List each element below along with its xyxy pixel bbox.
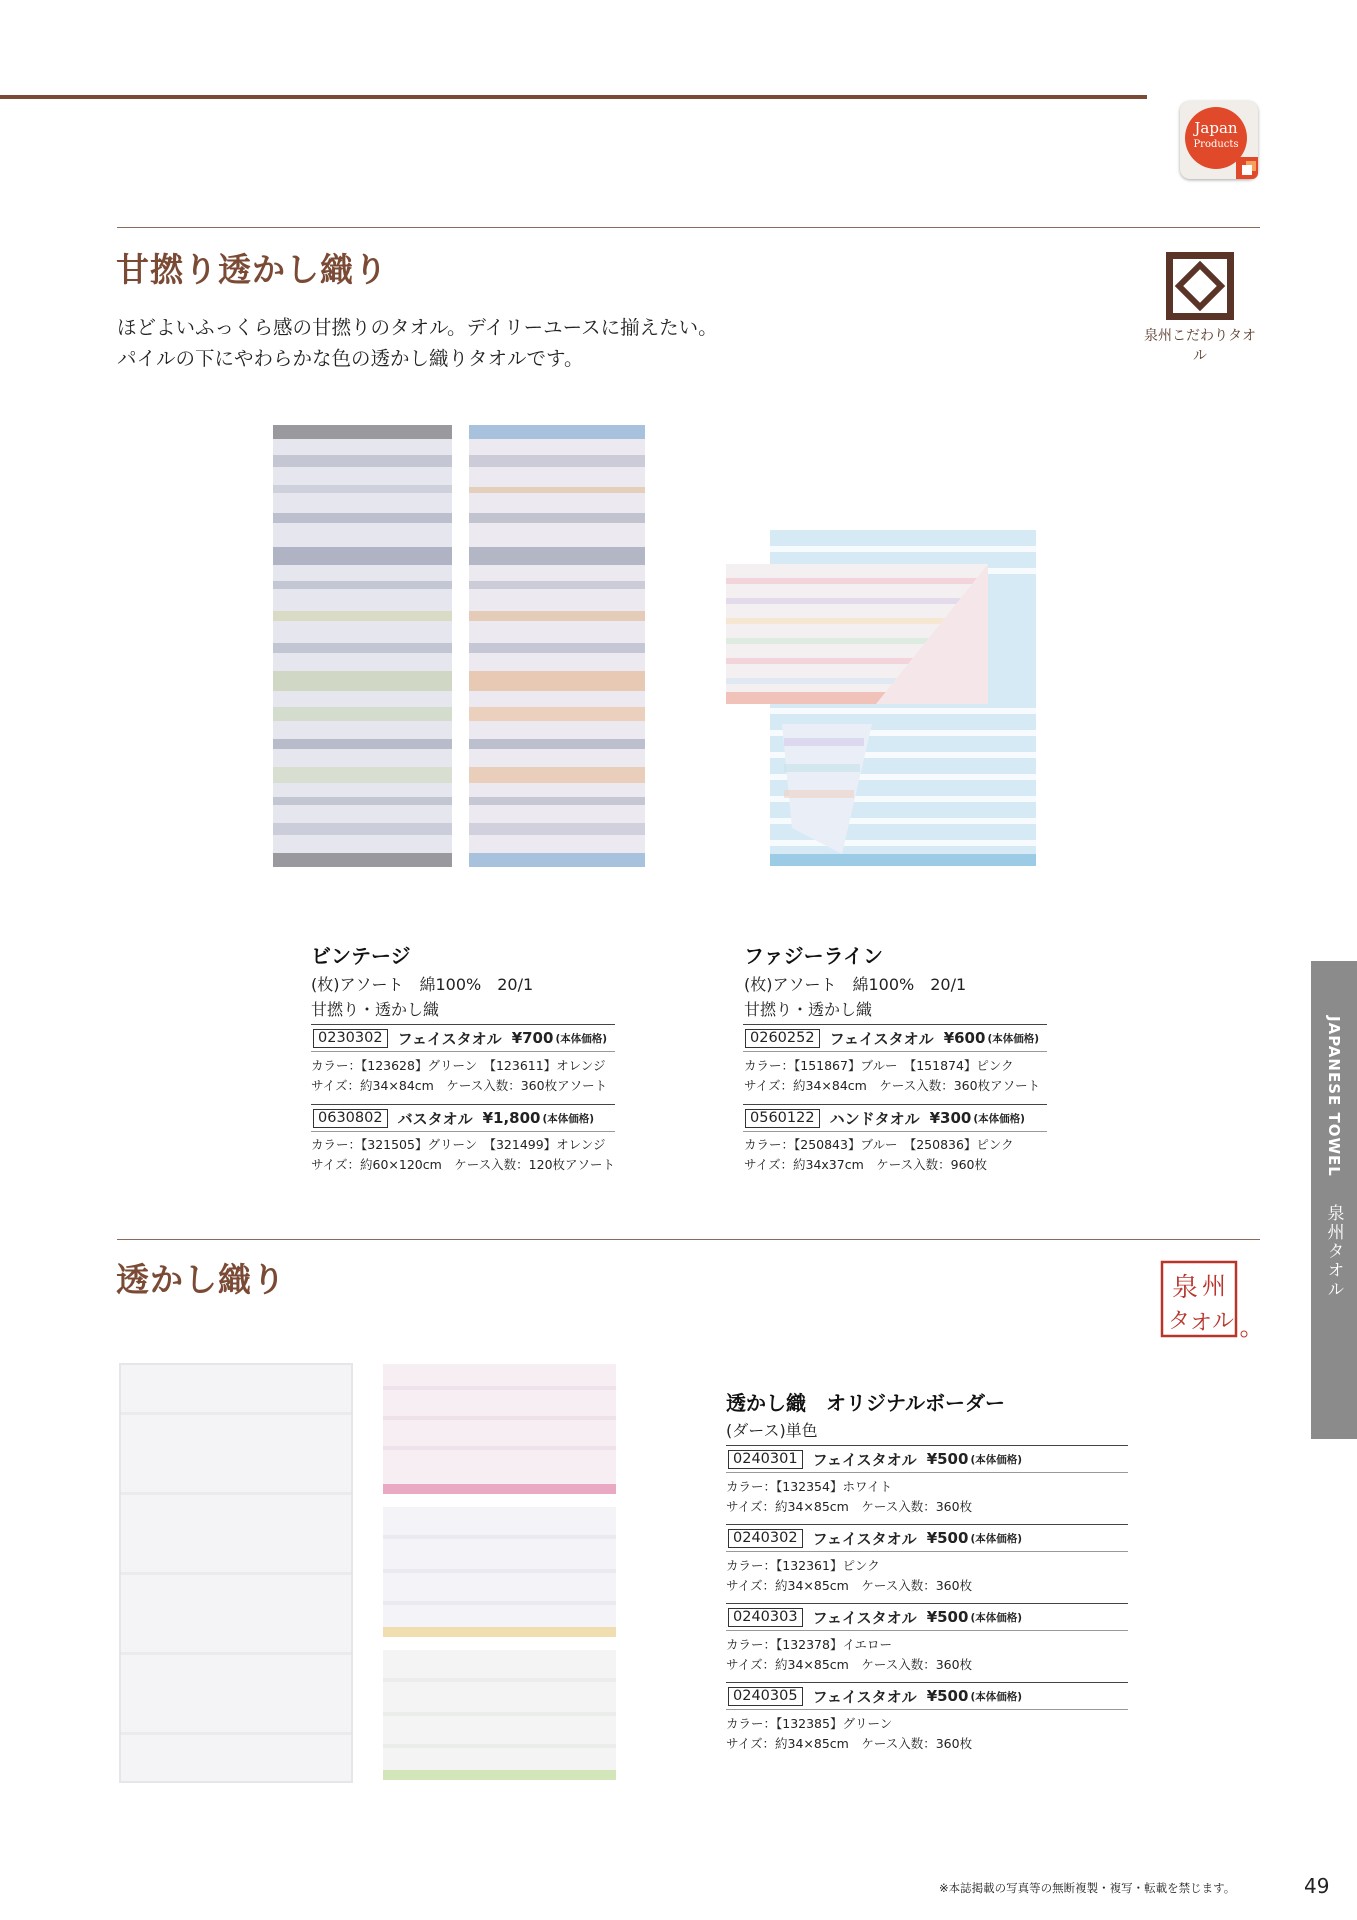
item-color: カラー：【132361】ピンク (726, 1558, 880, 1573)
copyright-note: ※本誌掲載の写真等の無断複製・複写・転載を禁じます。 (939, 1881, 1236, 1895)
border-item-detail (726, 1556, 972, 1596)
senshu-towel-stamp-icon (1160, 1260, 1252, 1342)
border-towel-green-image (381, 1648, 618, 1782)
badge-line2: Products (1193, 139, 1239, 150)
item-size: サイズ：約34×85cm ケース入数：360枚 (726, 1657, 973, 1672)
item-label: ハンドタオル (829, 1109, 920, 1128)
vintage-towel-orange-image (467, 425, 647, 867)
item-label: フェイスタオル (812, 1687, 917, 1706)
svg-text:ル: ル (1212, 1309, 1235, 1334)
item-price: ¥300 (929, 1109, 972, 1127)
svg-text:タ: タ (1168, 1309, 1191, 1334)
svg-text:オ: オ (1190, 1311, 1213, 1336)
fuzzy-line-towel-image (722, 528, 1038, 868)
border-product-name: 透かし織 オリジナルボーダー (726, 1391, 1005, 1415)
item-size: サイズ：約34×85cm ケース入数：360枚 (726, 1578, 973, 1593)
header-rule (0, 95, 1147, 99)
item-size: サイズ：約34x37cm ケース入数：960枚 (744, 1157, 987, 1172)
item-size: サイズ：約34×85cm ケース入数：360枚 (726, 1736, 973, 1751)
item-code: 0240303 (728, 1608, 803, 1627)
item-code: 0260252 (745, 1029, 820, 1048)
item-price: ¥500 (926, 1608, 969, 1626)
item-color: カラー：【151867】ブルー 【151874】ピンク (744, 1058, 1014, 1073)
item-color: カラー：【132378】イエロー (726, 1637, 892, 1652)
item-price-note: (本体価格) (970, 1532, 1023, 1545)
svg-text:泉: 泉 (1172, 1273, 1199, 1303)
section1-rule (117, 227, 1260, 228)
senshu-kodawari-logo (1140, 245, 1260, 364)
item-size: サイズ：約34×84cm ケース入数：360枚アソート (744, 1078, 1041, 1093)
item-label: フェイスタオル (397, 1029, 502, 1048)
item-label: フェイスタオル (812, 1450, 917, 1469)
senshu-kodawari-mark-icon (1165, 251, 1235, 321)
item-color: カラー：【132354】ホワイト (726, 1479, 893, 1494)
item-price: ¥500 (926, 1687, 969, 1705)
item-size: サイズ：約34×85cm ケース入数：360枚 (726, 1499, 973, 1514)
border-item-row (726, 1445, 1128, 1473)
item-code: 0630802 (313, 1109, 388, 1128)
item-price-note: (本体価格) (970, 1611, 1023, 1624)
section2-title: 透かし織り (116, 1260, 286, 1299)
side-tab-english: JAPANESE TOWEL (1325, 1015, 1343, 1177)
item-price: ¥1,800 (482, 1109, 541, 1127)
border-towel-yellow-image (381, 1505, 618, 1639)
japan-products-badge (1172, 93, 1260, 179)
item-price-note: (本体価格) (987, 1032, 1040, 1045)
border-item-row (726, 1524, 1128, 1552)
border-spec-line: (ダース)単色 (726, 1421, 818, 1440)
fuzzy-item-detail (744, 1135, 1014, 1175)
section1-intro (117, 312, 718, 374)
page-number: 49 (1304, 1874, 1330, 1898)
badge-square-icon (1242, 165, 1252, 175)
item-price-note: (本体価格) (970, 1453, 1023, 1466)
badge-line1: Japan (1194, 119, 1238, 137)
item-color: カラー：【321505】グリーン 【321499】オレンジ (311, 1137, 606, 1152)
item-price: ¥700 (511, 1029, 554, 1047)
border-towel-pink-image (381, 1362, 618, 1496)
vintage-spec-line: 甘撚り・透かし織 (311, 1000, 440, 1019)
item-price-note: (本体価格) (973, 1112, 1025, 1125)
item-price: ¥600 (943, 1029, 986, 1047)
border-item-row (726, 1682, 1128, 1710)
svg-text:州: 州 (1202, 1272, 1226, 1300)
item-code: 0240305 (728, 1687, 803, 1706)
senshu-kodawari-text: 泉州こだわりタオル (1144, 328, 1256, 364)
vintage-towel-green-image (270, 425, 455, 867)
border-item-detail (726, 1635, 972, 1675)
item-label: フェイスタオル (812, 1608, 917, 1627)
border-item-detail (726, 1714, 972, 1754)
fuzzy-spec-line: (枚)アソート 綿100% 20/1 (744, 975, 967, 994)
item-price: ¥500 (926, 1450, 969, 1468)
fuzzy-product-name: ファジーライン (744, 944, 883, 968)
side-tab-japanese: 泉州タオル (1323, 1203, 1344, 1299)
intro-line: ほどよいふっくら感の甘撚りのタオル。デイリーユースに揃えたい。 (117, 316, 718, 339)
vintage-item-detail (311, 1056, 607, 1096)
item-code: 0560122 (745, 1109, 820, 1128)
item-label: フェイスタオル (829, 1029, 934, 1048)
fuzzy-item-detail (744, 1056, 1040, 1096)
item-price: ¥500 (926, 1529, 969, 1547)
item-color: カラー：【132385】グリーン (726, 1716, 893, 1731)
fuzzy-spec-line: 甘撚り・透かし織 (744, 1000, 873, 1019)
vintage-item-detail (311, 1135, 615, 1175)
vintage-spec-line: (枚)アソート 綿100% 20/1 (311, 975, 534, 994)
item-price-note: (本体価格) (970, 1690, 1023, 1703)
vintage-item-row (311, 1024, 615, 1052)
vintage-item-row (311, 1104, 615, 1132)
item-size: サイズ：約60×120cm ケース入数：120枚アソート (311, 1157, 616, 1172)
item-code: 0230302 (313, 1029, 388, 1048)
fuzzy-item-row (743, 1024, 1047, 1052)
badge-card (1180, 101, 1258, 179)
item-code: 0240302 (728, 1529, 803, 1548)
item-code: 0240301 (728, 1450, 803, 1469)
section1-title: 甘撚り透かし織り (116, 250, 388, 289)
border-towel-white-image (118, 1362, 354, 1784)
vintage-product-name: ビンテージ (311, 944, 411, 968)
item-price-note: (本体価格) (542, 1112, 595, 1125)
item-label: フェイスタオル (812, 1529, 917, 1548)
border-item-row (726, 1603, 1128, 1631)
intro-line: パイルの下にやわらかな色の透かし織りタオルです。 (117, 347, 584, 370)
item-color: カラー：【123628】グリーン 【123611】オレンジ (311, 1058, 606, 1073)
item-size: サイズ：約34×84cm ケース入数：360枚アソート (311, 1078, 608, 1093)
section2-rule (117, 1239, 1260, 1240)
item-color: カラー：【250843】ブルー 【250836】ピンク (744, 1137, 1014, 1152)
border-item-detail (726, 1477, 972, 1517)
item-price-note: (本体価格) (555, 1032, 608, 1045)
fuzzy-item-row (743, 1104, 1047, 1132)
section-side-tab (1311, 961, 1357, 1439)
item-label: バスタオル (397, 1109, 473, 1128)
